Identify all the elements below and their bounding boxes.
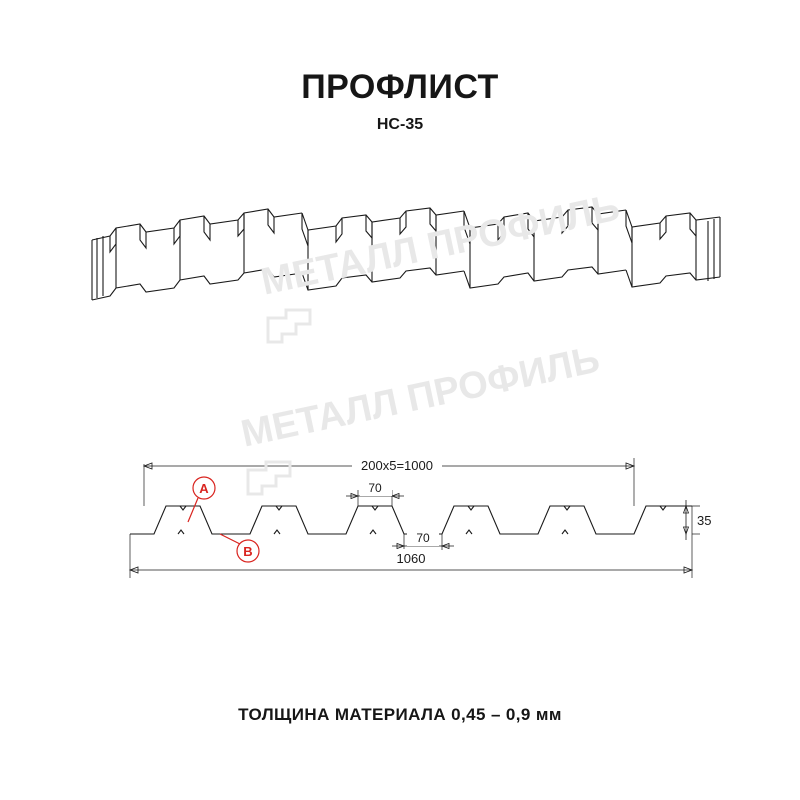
dim-pitch-label: 200х5=1000 (361, 458, 433, 473)
dimension-top-flange (346, 480, 404, 506)
thickness-note: ТОЛЩИНА МАТЕРИАЛА 0,45 – 0,9 мм (238, 705, 562, 724)
dim-bottom-flange-label: 70 (416, 531, 430, 545)
callout-b (220, 534, 259, 562)
dim-total-width-label: 1060 (396, 551, 426, 566)
perspective-drawing (70, 200, 740, 350)
cross-section-drawing (100, 430, 720, 610)
watermark-bottom: МЕТАЛЛ ПРОФИЛЬ (237, 338, 604, 456)
page-title: ПРОФЛИСТ (301, 68, 499, 106)
dimension-height (680, 500, 711, 540)
callout-a-label: A (199, 481, 209, 496)
dim-top-flange-label: 70 (368, 481, 382, 495)
callout-a (188, 477, 215, 522)
watermark-top: МЕТАЛЛ ПРОФИЛЬ (257, 186, 624, 304)
dim-height-label: 35 (697, 513, 712, 528)
model-name: НС-35 (376, 116, 424, 133)
callout-b-label: B (243, 544, 253, 559)
dimension-bottom-flange (392, 530, 454, 550)
profile-outline (130, 506, 692, 534)
